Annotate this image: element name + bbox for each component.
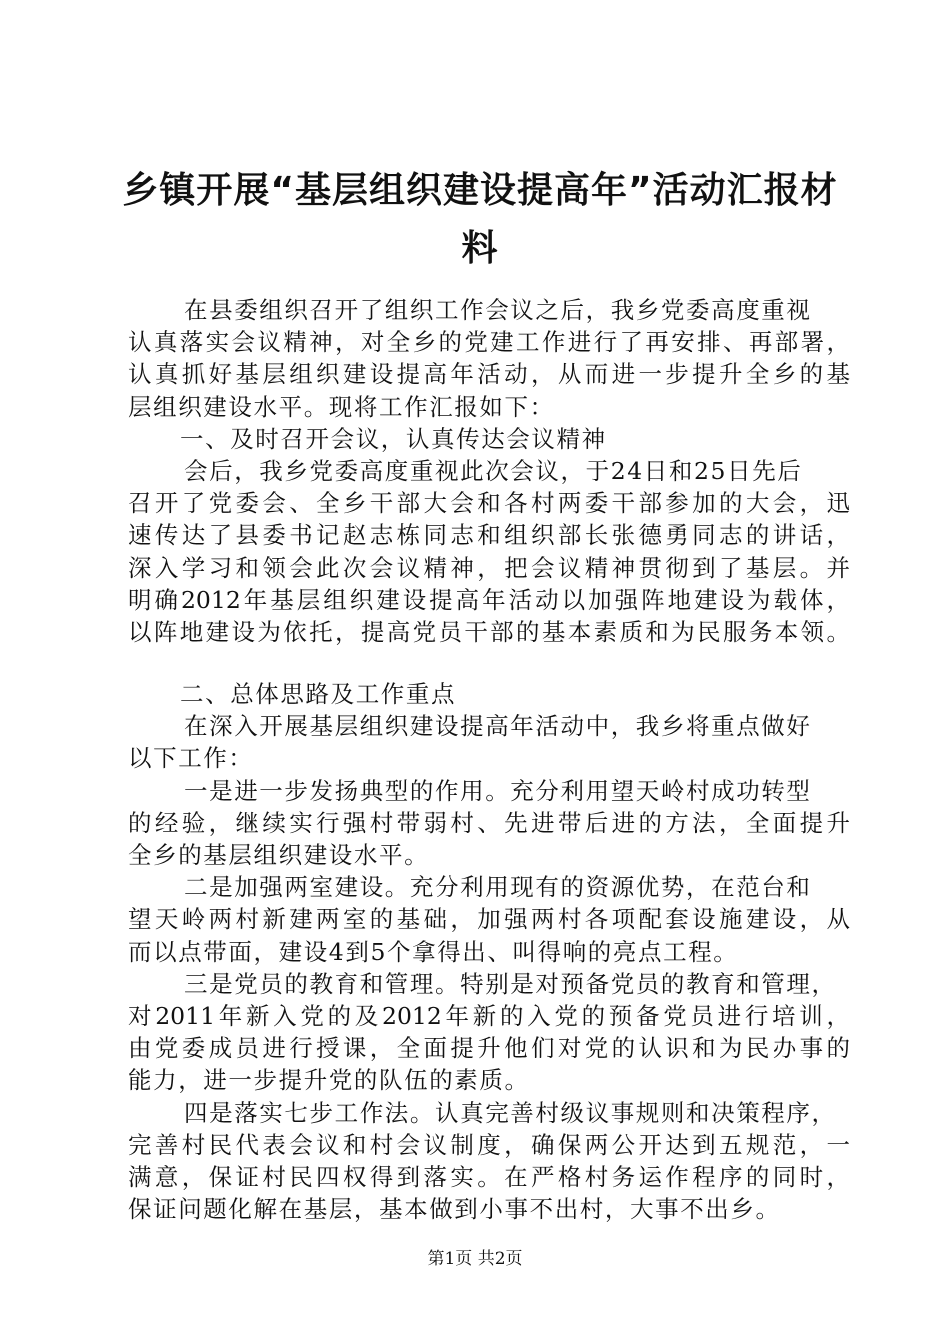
paragraph-line: 能力，进一步提升党的队伍的素质。 xyxy=(128,1066,530,1095)
paragraph-line: 由党委成员进行授课，全面提升他们对党的认识和为民办事的 xyxy=(128,1034,850,1063)
document-body xyxy=(128,294,850,1225)
section-heading: 一、及时召开会议，认真传达会议精神 xyxy=(180,424,607,453)
paragraph-line: 对2011年新入党的及2012年新的入党的预备党员进行培训， xyxy=(128,1001,850,1030)
paragraph-line: 在县委组织召开了组织工作会议之后，我乡党委高度重视 xyxy=(184,296,812,324)
paragraph-line: 的经验，继续实行强村带弱村、先进带后进的方法，全面提升 xyxy=(128,808,850,837)
paragraph-spacer xyxy=(128,648,850,678)
document-title xyxy=(100,162,860,278)
paragraph-line: 层组织建设水平。现将工作汇报如下： xyxy=(128,392,555,421)
paragraph-line: 认真落实会议精神，对全乡的党建工作进行了再安排、再部署， xyxy=(128,328,850,357)
paragraph-line: 速传达了县委书记赵志栋同志和组织部长张德勇同志的讲话， xyxy=(128,521,850,550)
page-number: 第1页 共2页 xyxy=(427,1249,523,1269)
paragraph-line: 以下工作： xyxy=(128,744,254,773)
paragraph-line: 四是落实七步工作法。认真完善村级议事规则和决策程序， xyxy=(184,1098,837,1127)
title-line-2: 料 xyxy=(461,228,499,269)
paragraph-line: 保证问题化解在基层，基本做到小事不出村，大事不出乡。 xyxy=(128,1195,781,1224)
paragraph-line: 二是加强两室建设。充分利用现有的资源优势，在范台和 xyxy=(184,873,812,902)
paragraph-line: 召开了党委会、全乡干部大会和各村两委干部参加的大会，迅 xyxy=(128,489,850,518)
paragraph-line: 完善村民代表会议和村会议制度，确保两公开达到五规范，一 xyxy=(128,1130,850,1159)
paragraph-line: 认真抓好基层组织建设提高年活动，从而进一步提升全乡的基 xyxy=(128,360,850,389)
title-line-1: 乡镇开展“基层组织建设提高年”活动汇报材 xyxy=(122,170,838,211)
paragraph-line: 深入学习和领会此次会议精神，把会议精神贯彻到了基层。并 xyxy=(128,553,850,582)
section-heading: 二、总体思路及工作重点 xyxy=(180,680,457,709)
paragraph-line: 而以点带面，建设4到5个拿得出、叫得响的亮点工程。 xyxy=(128,937,739,966)
paragraph-line: 全乡的基层组织建设水平。 xyxy=(128,841,430,869)
paragraph-line: 以阵地建设为依托，提高党员干部的基本素质和为民服务本领。 xyxy=(128,617,850,646)
paragraph-line: 明确2012年基层组织建设提高年活动以加强阵地建设为载体， xyxy=(128,585,850,614)
paragraph-line: 会后，我乡党委高度重视此次会议，于24日和25日先后 xyxy=(184,456,803,485)
paragraph-line: 满意，保证村民四权得到落实。在严格村务运作程序的同时， xyxy=(128,1162,850,1191)
paragraph-line: 在深入开展基层组织建设提高年活动中，我乡将重点做好 xyxy=(184,712,812,741)
paragraph-line: 望天岭两村新建两室的基础，加强两村各项配套设施建设，从 xyxy=(128,905,850,934)
paragraph-line: 一是进一步发扬典型的作用。充分利用望天岭村成功转型 xyxy=(184,776,812,805)
paragraph-line: 三是党员的教育和管理。特别是对预备党员的教育和管理， xyxy=(184,969,837,998)
